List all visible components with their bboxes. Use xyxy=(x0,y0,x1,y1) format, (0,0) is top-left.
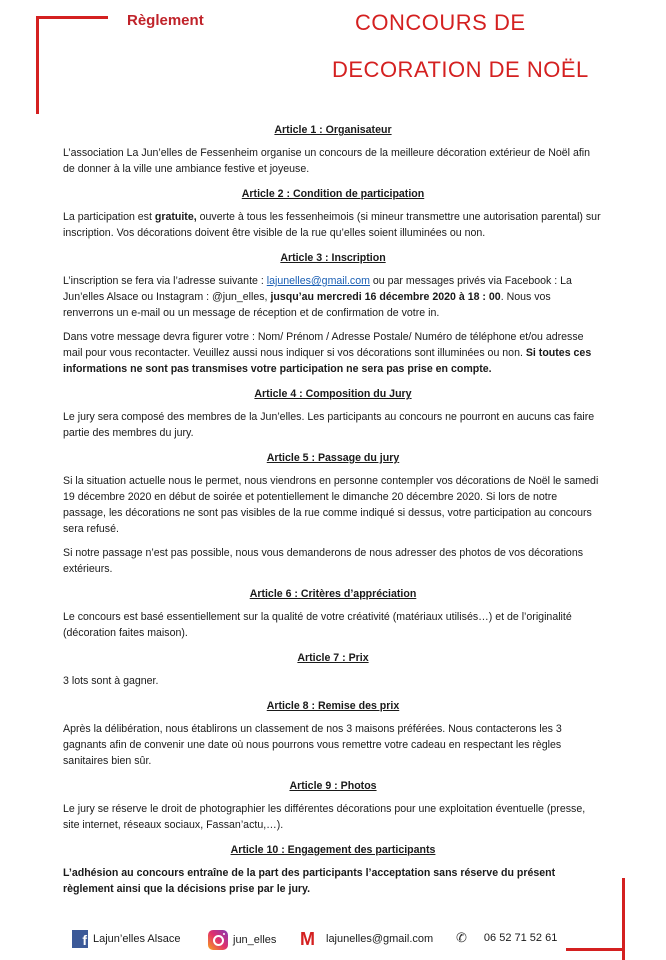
article-2-text-after: ouverte à tous les fessenheimois (si mineur transmettre une autorisation parental) sur inscription. Vos décorations doivent être visible de la rue qu’elles soient illuminées ou non. xyxy=(63,211,601,239)
article-3-paragraph-1 xyxy=(63,273,603,321)
phone-label: 06 52 71 52 61 xyxy=(483,932,558,944)
contact-footer xyxy=(0,922,666,958)
article-4-heading: Article 4 : Composition du Jury xyxy=(254,388,412,400)
article-10-heading: Article 10 : Engagement des participants xyxy=(230,844,436,856)
article-7-heading: Article 7 : Prix xyxy=(297,652,369,664)
article-5-paragraph-1: Si la situation actuelle nous le permet, nous viendrons en personne contempler vos décorations de Noël le samedi 19 décembre 2020 en début de soirée et potentiellement le dimanche 20 décembre 2020. Si lors de notre passage, les décorations ne sont pas visibles de la rue comme indiqué si dessus, votre participation au concours sera refusé. xyxy=(63,475,599,535)
article-3-p1-deadline: jusqu’au mercredi 16 décembre 2020 à 18 : 00 xyxy=(270,291,501,303)
article-3-paragraph-2 xyxy=(63,329,603,377)
article-1-text: L’association La Jun’elles de Fessenheim organise un concours de la meilleure décoration extérieur de Noël afin de donner à la ville une ambiance festive et joyeuse. xyxy=(63,147,591,175)
email-contact[interactable] xyxy=(300,930,433,948)
article-5-paragraph-2: Si notre passage n’est pas possible, nous vous demanderons de nous adresser des photos de vos décorations extérieurs. xyxy=(63,547,584,575)
phone-contact[interactable] xyxy=(456,930,557,946)
email-label: lajunelles@gmail.com xyxy=(326,933,434,945)
article-4-text: Le jury sera composé des membres de la Jun’elles. Les participants au concours ne pourront en aucuns cas faire partie des membres du jury. xyxy=(63,411,595,439)
article-5-heading: Article 5 : Passage du jury xyxy=(266,452,400,464)
facebook-contact[interactable] xyxy=(72,930,180,948)
header-label: Règlement xyxy=(127,12,204,29)
instagram-icon xyxy=(208,930,228,950)
article-2-text-bold: gratuite, xyxy=(154,211,197,223)
article-3-p1-after: . Nous vos renverrons un e-mail ou un message de réception et de confirmation de votre in. xyxy=(63,291,551,319)
article-10-text: L’adhésion au concours entraîne de la part des participants l’acceptation sans réserve du présent règlement ainsi que la décisions prise par le jury. xyxy=(63,867,556,895)
email-link[interactable]: lajunelles@gmail.com xyxy=(266,275,370,287)
article-6-heading: Article 6 : Critères d’appréciation xyxy=(249,588,417,600)
instagram-label: jun_elles xyxy=(233,934,277,946)
article-9-heading: Article 9 : Photos xyxy=(289,780,377,792)
article-3-p1-middle: ou par messages privés via Facebook : La Jun’elles Alsace ou Instagram : @jun_elles, xyxy=(63,275,572,303)
article-8-text: Après la délibération, nous établirons un classement de nos 3 maisons préférées. Nous contacterons les 3 gagnants afin de convenir une date où nous pourrons vous remettre votre cadeau en respectant les règles sanitaires bien sûr. xyxy=(63,723,562,767)
instagram-contact[interactable] xyxy=(208,930,276,950)
corner-decoration-top-left xyxy=(36,16,39,114)
page-title-line2: DECORATION DE NOËL xyxy=(332,57,589,82)
article-1-heading: Article 1 : Organisateur xyxy=(274,124,392,136)
facebook-icon: f xyxy=(72,930,88,948)
article-7-text: 3 lots sont à gagner. xyxy=(63,675,159,687)
gmail-icon: M xyxy=(300,929,315,949)
article-3-p2-text: Dans votre message devra figurer votre : Nom/ Prénom / Adresse Postale/ Numéro de téléphone et/ou adresse mail pour vous recontacter. Veuillez aussi nous indiquer si vos décorations sont illuminées ou non. xyxy=(63,331,584,359)
rules-content xyxy=(63,122,603,905)
article-6-text: Le concours est basé essentiellement sur la qualité de votre créativité (matériaux utilisés…) et de l’originalité (décoration faites maison). xyxy=(63,611,572,639)
facebook-label: Lajun’elles Alsace xyxy=(93,933,181,945)
article-3-p1-before: L’inscription se fera via l’adresse suivante : xyxy=(63,275,267,287)
article-2-text xyxy=(63,209,603,241)
article-3-p2-bold: Si toutes ces informations ne sont pas transmises votre participation ne sera pas prise en compte. xyxy=(63,347,592,375)
article-8-heading: Article 8 : Remise des prix xyxy=(266,700,400,712)
article-3-heading: Article 3 : Inscription xyxy=(280,252,386,264)
phone-icon: ✆ xyxy=(456,930,467,945)
article-9-text: Le jury se réserve le droit de photographier les différentes décorations pour une exploitation éventuelle (presse, site internet, réseaux sociaux, Fassan’actu,…). xyxy=(63,803,586,831)
article-2-heading: Article 2 : Condition de participation xyxy=(241,188,425,200)
page-title-line1: CONCOURS DE xyxy=(355,10,526,35)
corner-decoration-top-left-horizontal xyxy=(36,16,108,19)
article-2-text-before: La participation est xyxy=(63,211,155,223)
